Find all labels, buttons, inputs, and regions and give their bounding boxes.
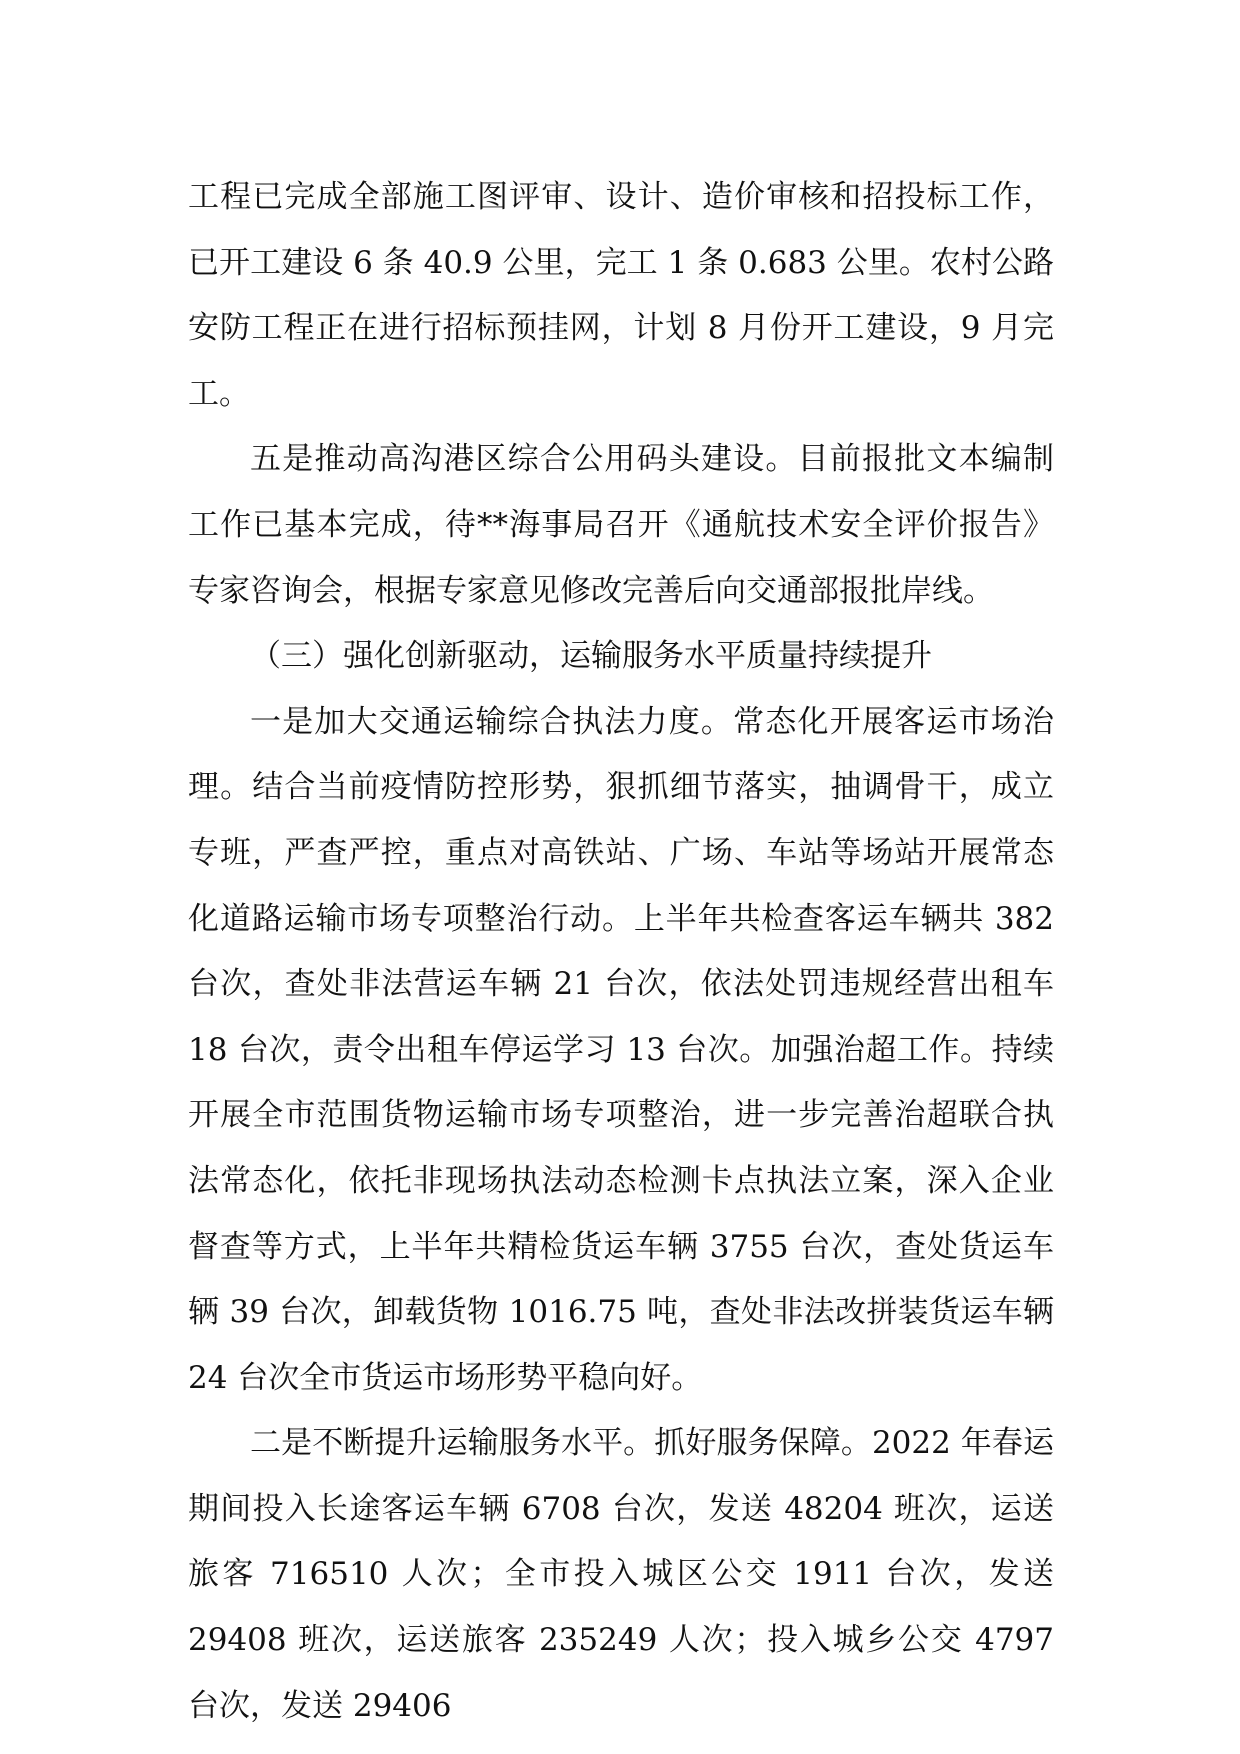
paragraph-road-construction: 工程已完成全部施工图评审、设计、造价审核和招投标工作，已开工建设 6 条 40.9 公里，完工 1 条 0.683 公里。农村公路安防工程正在进行招标预挂网，计划 8 月份开工建设，9 月完工。	[188, 179, 1054, 412]
document-body	[188, 165, 1054, 1739]
paragraph-port-terminal: 五是推动高沟港区综合公用码头建设。目前报批文本编制工作已基本完成，待**海事局召开《通航技术安全评价报告》专家咨询会，根据专家意见修改完善后向交通部报批岸线。	[188, 441, 1054, 609]
section-heading-innovation: （三）强化创新驱动，运输服务水平质量持续提升	[250, 638, 932, 675]
paragraph-transport-service: 二是不断提升运输服务水平。抓好服务保障。2022 年春运期间投入长途客运车辆 6708 台次，发送 48204 班次，运送旅客 716510 人次；全市投入城区公交 1911 台次，发送 29408 班次，运送旅客 235249 人次；投入城乡公交 4797 台次，发送 29406	[188, 1425, 1054, 1724]
paragraph-law-enforcement: 一是加大交通运输综合执法力度。常态化开展客运市场治理。结合当前疫情防控形势，狠抓细节落实，抽调骨干，成立专班，严查严控，重点对高铁站、广场、车站等场站开展常态化道路运输市场专项整治行动。上半年共检查客运车辆共 382 台次，查处非法营运车辆 21 台次，依法处罚违规经营出租车 18 台次，责令出租车停运学习 13 台次。加强治超工作。持续开展全市范围货物运输市场专项整治，进一步完善治超联合执法常态化，依托非现场执法动态检测卡点执法立案，深入企业督查等方式，上半年共精检货运车辆 3755 台次，查处货运车辆 39 台次，卸载货物 1016.75 吨，查处非法改拼装货运车辆 24 台次全市货运市场形势平稳向好。	[188, 703, 1054, 1396]
